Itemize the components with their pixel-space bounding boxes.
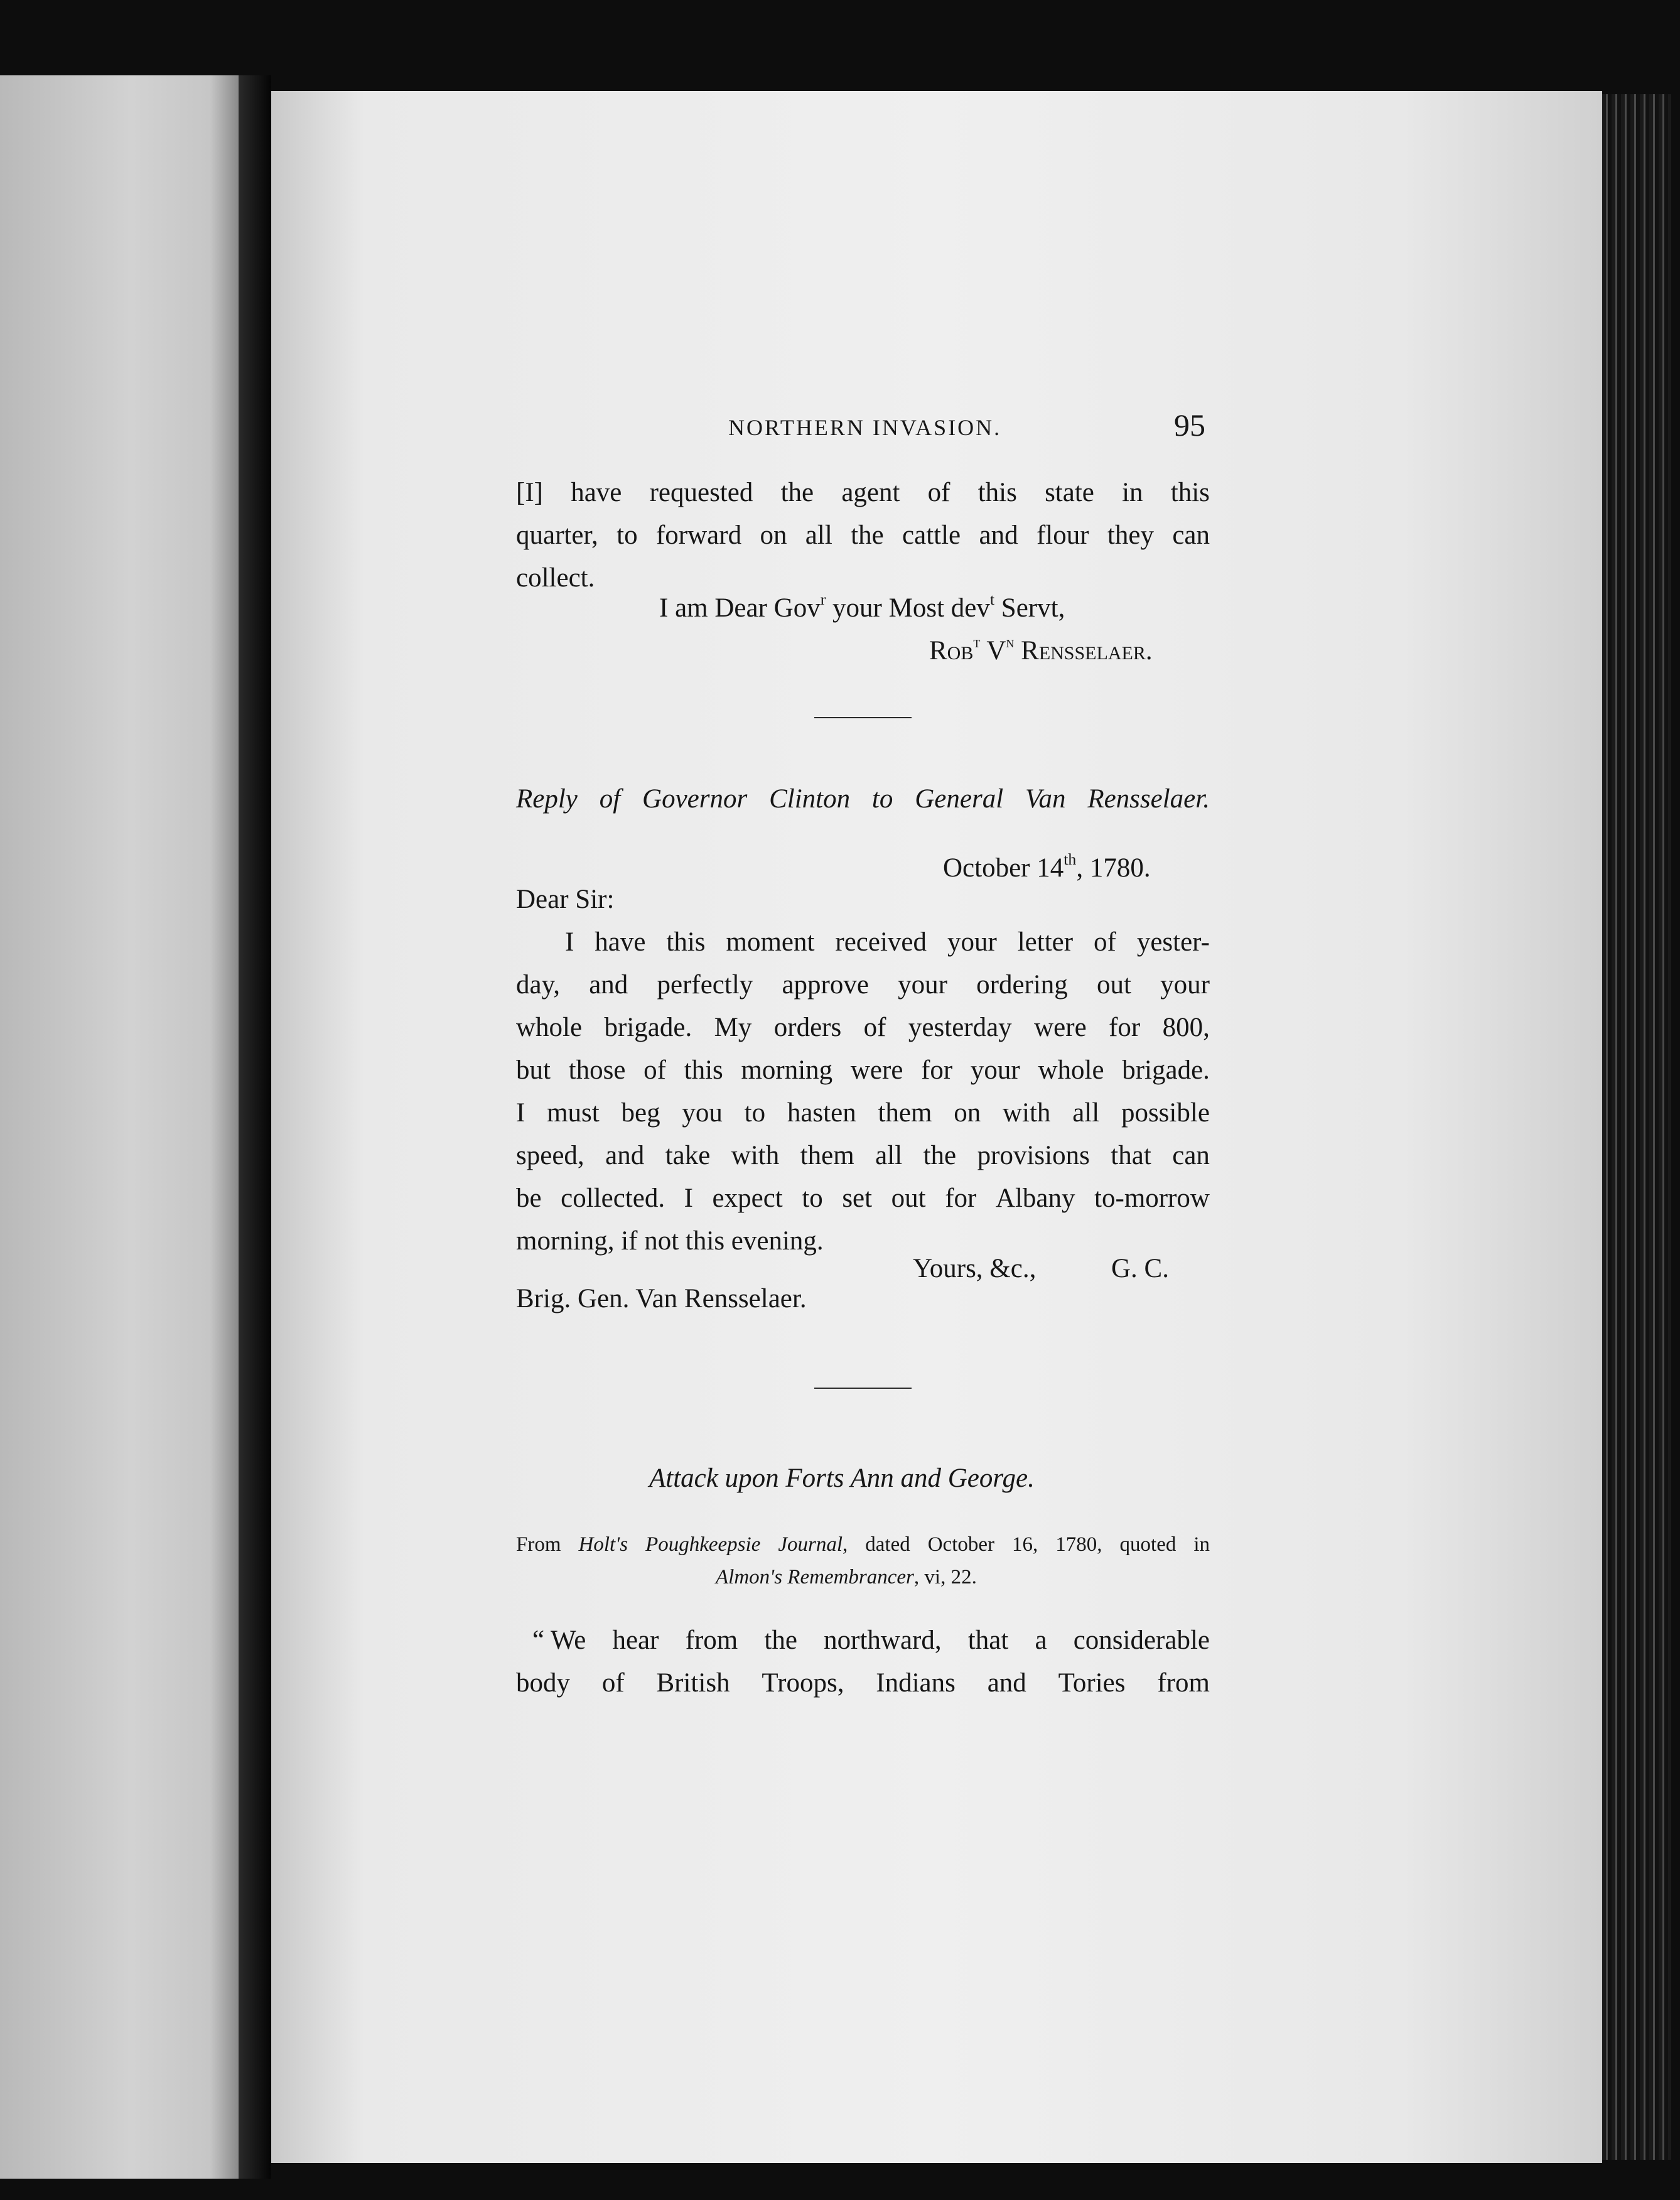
word: possible xyxy=(1121,1098,1210,1128)
reply-line xyxy=(565,927,1210,957)
word: them xyxy=(878,1098,932,1128)
word: received xyxy=(835,927,927,957)
word: your xyxy=(970,1055,1020,1085)
reply-line xyxy=(516,969,1210,1000)
word: have xyxy=(571,478,622,507)
word: Indians xyxy=(876,1668,956,1698)
word: and xyxy=(605,1141,645,1170)
word: the xyxy=(851,520,884,550)
letter1-closing: I am Dear Gov$^r$ your Most dev$^t$ Servt, xyxy=(659,590,1065,623)
word: to-morrow xyxy=(1094,1184,1210,1213)
reply-initials: G. C. xyxy=(1111,1254,1169,1283)
word: brigade. xyxy=(604,1013,692,1042)
word: of xyxy=(927,478,950,507)
word: all xyxy=(805,520,832,550)
word: to xyxy=(617,520,638,550)
left-page-scan xyxy=(0,75,239,2179)
word: state xyxy=(1045,478,1094,507)
word: out xyxy=(1096,970,1131,1000)
word: speed, xyxy=(516,1141,584,1170)
word: considerable xyxy=(1073,1626,1210,1655)
word: Troops, xyxy=(762,1668,844,1698)
section-rule xyxy=(814,1388,912,1389)
word: for xyxy=(921,1055,953,1085)
word: Tories xyxy=(1058,1668,1126,1698)
running-head: NORTHERN INVASION. xyxy=(728,415,1002,440)
word: to xyxy=(744,1098,766,1128)
word: flour xyxy=(1036,520,1089,550)
word: yesterday xyxy=(908,1013,1012,1042)
letter1-line xyxy=(516,477,1210,508)
word: hear xyxy=(612,1626,659,1655)
reply-heading: Reply of Governor Clinton to General Van Rensselaer. xyxy=(516,784,1210,814)
word: collected. xyxy=(561,1184,665,1213)
word: of xyxy=(863,1013,886,1042)
attack-line xyxy=(516,1668,1210,1698)
word: the xyxy=(780,478,814,507)
word: but xyxy=(516,1055,551,1085)
word: your xyxy=(1160,970,1210,1000)
word: have xyxy=(595,927,646,957)
word: 800, xyxy=(1162,1013,1210,1042)
word: from xyxy=(685,1626,738,1655)
word: day, xyxy=(516,970,561,1000)
reply-line xyxy=(516,1140,1210,1171)
reply-line xyxy=(516,1183,1210,1214)
word: with xyxy=(731,1141,780,1170)
reply-line xyxy=(516,1012,1210,1043)
word: take xyxy=(665,1141,711,1170)
word: a xyxy=(1035,1626,1047,1655)
word: “ We xyxy=(532,1626,586,1655)
word: agent xyxy=(841,478,900,507)
word: must xyxy=(547,1098,600,1128)
word: northward, xyxy=(824,1626,942,1655)
word: were xyxy=(850,1055,903,1085)
attack-line xyxy=(532,1625,1210,1656)
word: [I] xyxy=(516,478,543,507)
reply-line xyxy=(516,1097,1210,1128)
word: them xyxy=(800,1141,854,1170)
reply-addressee: Brig. Gen. Van Rensselaer. xyxy=(516,1284,807,1313)
word: that xyxy=(967,1626,1009,1655)
word: your xyxy=(947,927,997,957)
word: set xyxy=(842,1184,873,1213)
word: all xyxy=(875,1141,903,1170)
word: this xyxy=(684,1055,723,1085)
word: on xyxy=(954,1098,981,1128)
word: this xyxy=(666,927,706,957)
word: morning xyxy=(741,1055,833,1085)
word: forward xyxy=(655,520,742,550)
letter1-signature: Rob$^t$ $V^n$ Rensselaer. xyxy=(929,633,1153,666)
word: Albany xyxy=(995,1184,1075,1213)
word: and xyxy=(987,1668,1026,1698)
word: yester- xyxy=(1136,927,1210,957)
word: beg xyxy=(621,1098,660,1128)
word: from xyxy=(1157,1668,1210,1698)
reply-date: October 14th, 1780. xyxy=(943,850,1151,883)
word: body xyxy=(516,1668,570,1698)
word: the xyxy=(764,1626,797,1655)
word: requested xyxy=(649,478,753,507)
attack-source-line1: From Holt's Poughkeepsie Journal, dated October 16, 1780, quoted in xyxy=(516,1533,1210,1556)
word: provisions xyxy=(977,1141,1090,1170)
word: that xyxy=(1111,1141,1151,1170)
reply-salutation: Dear Sir: xyxy=(516,885,615,914)
word: hasten xyxy=(787,1098,856,1128)
attack-heading: Attack upon Forts Ann and George. xyxy=(649,1464,1035,1493)
word: you xyxy=(682,1098,723,1128)
word: and xyxy=(979,520,1018,550)
word: I xyxy=(565,927,574,957)
word: were xyxy=(1034,1013,1087,1042)
section-rule xyxy=(814,717,912,718)
word: approve xyxy=(782,970,869,1000)
word: My xyxy=(714,1013,752,1042)
word: this xyxy=(1170,478,1210,507)
word: to xyxy=(802,1184,823,1213)
attack-source-line2: Almon's Remembrancer, vi, 22. xyxy=(716,1566,977,1588)
word: those xyxy=(568,1055,626,1085)
word: ordering xyxy=(976,970,1068,1000)
word: British xyxy=(656,1668,730,1698)
word: for xyxy=(945,1184,977,1213)
word: expect xyxy=(712,1184,783,1213)
word: moment xyxy=(726,927,815,957)
word: with xyxy=(1002,1098,1051,1128)
reply-closing: Yours, &c., xyxy=(913,1254,1037,1283)
word: whole xyxy=(516,1013,583,1042)
reply-last-line: morning, if not this evening. xyxy=(516,1226,824,1256)
word: and xyxy=(589,970,628,1000)
word: can xyxy=(1172,520,1210,550)
word: perfectly xyxy=(657,970,753,1000)
word: whole xyxy=(1038,1055,1104,1085)
word: on xyxy=(760,520,787,550)
word: this xyxy=(977,478,1017,507)
word: for xyxy=(1109,1013,1141,1042)
word: out xyxy=(891,1184,926,1213)
word: brigade. xyxy=(1122,1055,1210,1085)
letter1-line xyxy=(516,520,1210,551)
page-number: 95 xyxy=(1174,407,1205,443)
word: of xyxy=(601,1668,625,1698)
word: I xyxy=(684,1184,693,1213)
word: of xyxy=(1094,927,1116,957)
word: your xyxy=(898,970,947,1000)
word: all xyxy=(1072,1098,1100,1128)
word: in xyxy=(1122,478,1143,507)
page-stack-edge xyxy=(1602,94,1671,2160)
word: the xyxy=(923,1141,957,1170)
word: can xyxy=(1172,1141,1210,1170)
letter1-last-line: collect. xyxy=(516,563,595,593)
word: I xyxy=(516,1098,525,1128)
word: letter xyxy=(1017,927,1074,957)
word: be xyxy=(516,1184,542,1213)
word: quarter, xyxy=(516,520,598,550)
word: cattle xyxy=(902,520,961,550)
reply-line xyxy=(516,1055,1210,1086)
word: orders xyxy=(773,1013,842,1042)
word: of xyxy=(643,1055,666,1085)
word: they xyxy=(1107,520,1154,550)
book-gutter xyxy=(239,75,271,2179)
